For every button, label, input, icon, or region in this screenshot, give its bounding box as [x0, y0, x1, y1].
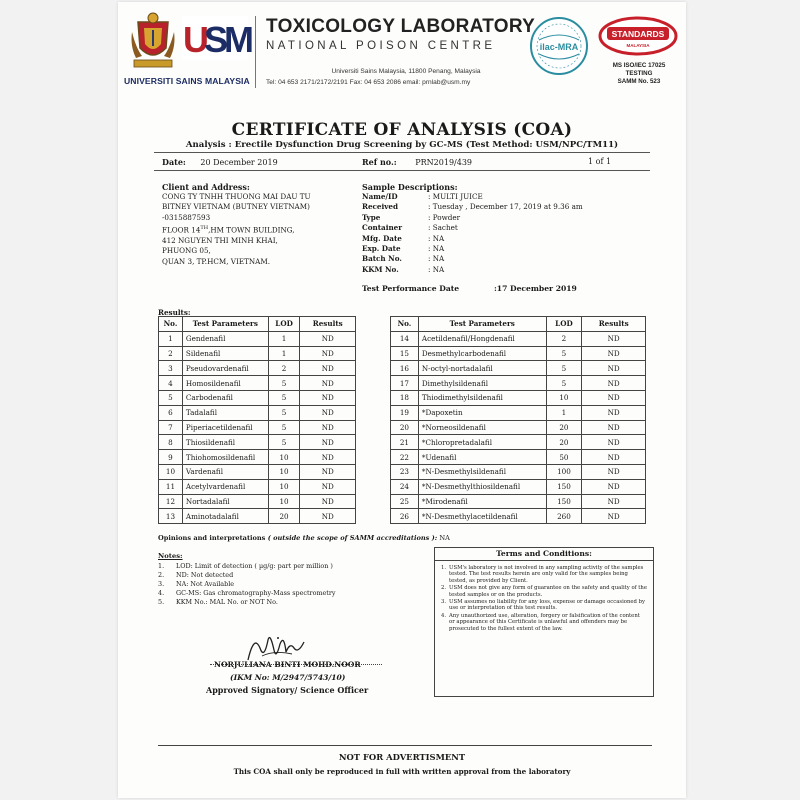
note-number: 1. — [158, 562, 165, 570]
cell-parameter: Gendenafil — [182, 331, 268, 346]
cell-parameter: Thiodimethylsildenafil — [418, 390, 546, 405]
table-header-row — [391, 317, 646, 332]
cell-lod: 10 — [268, 479, 300, 494]
table-row — [391, 494, 646, 509]
note-number: 3. — [158, 580, 165, 588]
sample-value: : NA — [428, 233, 445, 243]
sample-row — [362, 213, 583, 223]
cell-no: 16 — [391, 361, 419, 376]
sample-row — [362, 192, 583, 202]
cell-result: ND — [300, 464, 356, 479]
cell-lod: 10 — [268, 464, 300, 479]
client-line: 412 NGUYEN THI MINH KHAI, — [162, 236, 278, 246]
table-row — [159, 450, 356, 465]
client-line: BITNEY VIETNAM (BUTNEY VIETNAM) — [162, 202, 310, 212]
cell-lod: 150 — [546, 479, 582, 494]
cell-result: ND — [582, 331, 646, 346]
term-text: Any unauthorized use, alteration, forgery or falsification of the content or appearance of this Certificate is unlawful and offenders may be prosecuted to the fullest extent of the law. — [449, 612, 640, 632]
cell-lod: 1 — [268, 346, 300, 361]
certificate-page — [118, 2, 686, 798]
cell-no: 3 — [159, 361, 183, 376]
cell-result: ND — [582, 346, 646, 361]
opinions-line — [158, 534, 450, 542]
cell-result: ND — [582, 509, 646, 524]
cell-result: ND — [300, 361, 356, 376]
table-row — [391, 479, 646, 494]
note-number: 4. — [158, 589, 165, 597]
cell-parameter: *N-Desmethylacetildenafil — [418, 509, 546, 524]
results-table-left — [158, 316, 356, 524]
cell-parameter: Pseudovardenafil — [182, 361, 268, 376]
cell-parameter: Nortadalafil — [182, 494, 268, 509]
accreditation-block — [594, 62, 684, 86]
ref-field — [362, 157, 472, 167]
cell-no: 1 — [159, 331, 183, 346]
address-line-2: Tel: 04 653 2171/2172/2191 Fax: 04 653 2086 email: prnlab@usm.my — [266, 79, 471, 86]
cell-result: ND — [582, 464, 646, 479]
cell-no: 26 — [391, 509, 419, 524]
cell-lod: 1 — [546, 405, 582, 420]
ms-samm-line: SAMM No. 523 — [617, 78, 661, 85]
title-rule — [154, 152, 650, 153]
signatory-ikm: (IKM No: M/2947/5743/10) — [230, 673, 346, 682]
cell-lod: 150 — [546, 494, 582, 509]
client-line: CONG TY TNHH THUONG MAI DAU TU — [162, 192, 311, 201]
column-header: Test Parameters — [418, 317, 546, 332]
signatory-name: NORJULIANA BINTI MOHD.NOOR — [214, 660, 361, 669]
term-text: USM assumes no liability for any loss, expense or damage occasioned by use or interpretation of this test results. — [449, 599, 645, 612]
sample-row — [362, 223, 583, 233]
table-header-row — [159, 317, 356, 332]
cell-no: 6 — [159, 405, 183, 420]
term-item — [441, 565, 647, 584]
footer-rule — [158, 745, 652, 746]
test-performance-date — [362, 284, 577, 293]
cell-lod: 20 — [546, 420, 582, 435]
column-header: Results — [300, 317, 356, 332]
cell-result: ND — [300, 331, 356, 346]
date-label: Date: — [162, 157, 186, 167]
cell-result: ND — [582, 435, 646, 450]
cell-parameter: *Mirodenafil — [418, 494, 546, 509]
ref-value: PRN2019/439 — [415, 158, 472, 167]
sample-descriptions — [362, 192, 583, 275]
column-header: LOD — [546, 317, 582, 332]
svg-text:ilac-MRA: ilac-MRA — [539, 42, 579, 52]
cell-no: 4 — [159, 376, 183, 391]
table-row — [391, 390, 646, 405]
ilac-mra-logo — [529, 16, 589, 76]
cell-lod: 5 — [268, 435, 300, 450]
table-row — [159, 376, 356, 391]
table-row — [159, 390, 356, 405]
term-number: 1. — [441, 565, 447, 571]
sample-key: Exp. Date — [362, 244, 401, 254]
usm-crest-logo — [130, 12, 176, 70]
cell-lod: 100 — [546, 464, 582, 479]
column-header: No. — [391, 317, 419, 332]
svg-text:M: M — [224, 19, 252, 60]
sample-value: : MULTI JUICE — [428, 192, 483, 201]
sample-value: : NA — [428, 254, 445, 264]
note-text: NA: Not Available — [176, 580, 235, 588]
term-number: 4. — [441, 612, 447, 619]
term-number: 2. — [441, 585, 447, 592]
client-address — [162, 192, 311, 267]
address-line-1: Universiti Sains Malaysia, 11800 Penang, Malaysia — [331, 68, 481, 75]
column-header: No. — [159, 317, 183, 332]
sample-key: Container — [362, 223, 403, 233]
cell-lod: 1 — [268, 331, 300, 346]
ref-label: Ref no.: — [362, 157, 397, 167]
table-row — [159, 331, 356, 346]
cell-parameter: Thiohomosildenafil — [182, 450, 268, 465]
cell-parameter: Sildenafil — [182, 346, 268, 361]
cell-lod: 5 — [268, 420, 300, 435]
cell-no: 24 — [391, 479, 419, 494]
standards-malaysia-logo — [597, 14, 679, 58]
sample-value: : Powder — [428, 212, 461, 222]
header-divider — [255, 16, 256, 88]
cell-no: 5 — [159, 390, 183, 405]
table-row — [159, 435, 356, 450]
sample-value: : NA — [428, 244, 445, 254]
cell-no: 25 — [391, 494, 419, 509]
cell-result: ND — [300, 376, 356, 391]
date-field — [162, 157, 278, 167]
term-item — [441, 585, 647, 598]
sample-value: : Sachet — [428, 223, 458, 233]
ms-testing-line: TESTING — [625, 70, 653, 77]
cell-parameter: *N-Desmethylsildenafil — [418, 464, 546, 479]
analysis-line: Analysis : Erectile Dysfunction Drug Screening by GC-MS (Test Method: USM/NPC/TM11) — [185, 140, 619, 150]
cell-lod: 5 — [546, 361, 582, 376]
cell-lod: 260 — [546, 509, 582, 524]
cell-result: ND — [582, 376, 646, 391]
cell-lod: 2 — [268, 361, 300, 376]
client-line: QUAN 3, TP.HCM, VIETNAM. — [162, 256, 270, 266]
cell-parameter: Aminotadalafil — [182, 509, 268, 524]
cell-parameter: Acetylvardenafil — [182, 479, 268, 494]
standards-sub-text: MALAYSIA — [626, 43, 650, 48]
cell-no: 9 — [159, 450, 183, 465]
note-item — [158, 598, 336, 607]
sample-row — [362, 202, 583, 212]
cell-result: ND — [300, 420, 356, 435]
cell-no: 19 — [391, 405, 419, 420]
opinions-label: Opinions and interpretations — [158, 534, 266, 542]
perf-label: Test Performance Date — [362, 284, 460, 293]
lab-title: TOXICOLOGY LABORATORY — [266, 16, 536, 37]
term-text: USM does not give any form of guarantee on the safety and quality of the tested samples or on the products. — [449, 585, 647, 598]
cell-no: 7 — [159, 420, 183, 435]
cell-result: ND — [582, 479, 646, 494]
table-row — [159, 494, 356, 509]
cell-result: ND — [582, 361, 646, 376]
cell-parameter: Acetildenafil/Hongdenafil — [418, 331, 546, 346]
column-header: LOD — [268, 317, 300, 332]
note-text: GC-MS: Gas chromatography-Mass spectrometry — [176, 589, 336, 597]
cell-result: ND — [300, 479, 356, 494]
cell-lod: 5 — [268, 405, 300, 420]
cell-lod: 20 — [268, 509, 300, 524]
table-row — [159, 464, 356, 479]
cell-parameter: N-octyl-nortadalafil — [418, 361, 546, 376]
perf-value: :17 December 2019 — [494, 284, 577, 293]
note-item — [158, 580, 336, 589]
table-row — [159, 509, 356, 524]
cell-result: ND — [582, 420, 646, 435]
client-floor: FLOOR 14 — [162, 225, 201, 235]
client-line: -0315887593 — [162, 212, 211, 222]
svg-text:U: U — [183, 19, 207, 60]
cell-no: 22 — [391, 450, 419, 465]
client-building: ,HM TOWN BUILDING, — [208, 225, 295, 235]
terms-heading: Terms and Conditions: — [435, 548, 653, 561]
table-row — [391, 435, 646, 450]
table-row — [391, 405, 646, 420]
table-row — [159, 346, 356, 361]
cell-lod: 20 — [546, 435, 582, 450]
table-row — [159, 420, 356, 435]
opinions-scope: ( outside the scope of SAMM accreditations ): — [265, 534, 438, 542]
cell-no: 23 — [391, 464, 419, 479]
column-header: Test Parameters — [182, 317, 268, 332]
sample-key: Batch No. — [362, 254, 402, 264]
sample-row — [362, 234, 583, 244]
cell-result: ND — [300, 390, 356, 405]
term-number: 3. — [441, 599, 447, 606]
table-row — [391, 346, 646, 361]
table-row — [391, 450, 646, 465]
cell-result: ND — [582, 390, 646, 405]
cell-parameter: *Dapoxetin — [418, 405, 546, 420]
cell-parameter: Homosildenafil — [182, 376, 268, 391]
cell-parameter: *Chloropretadalafil — [418, 435, 546, 450]
cell-parameter: Piperiacetildenafil — [182, 420, 268, 435]
term-text: USM's laboratory is not involved in any sampling activity of the samples tested. The test results herein are only valid for the samples being tested, as provided by Client. — [449, 565, 644, 584]
sample-key: Type — [362, 212, 381, 222]
cell-parameter: *Norneosildenafil — [418, 420, 546, 435]
svg-text:S: S — [204, 19, 227, 60]
cell-parameter: *N-Desmethylthiosildenafil — [418, 479, 546, 494]
footer-reproduction-note: This COA shall only be reproduced in full with written approval from the laboratory — [233, 767, 571, 776]
cell-result: ND — [582, 494, 646, 509]
terms-box — [434, 547, 654, 697]
cell-parameter: Thiosildenafil — [182, 435, 268, 450]
table-row — [159, 361, 356, 376]
cell-lod: 10 — [268, 450, 300, 465]
note-item — [158, 562, 336, 571]
cell-result: ND — [300, 509, 356, 524]
footer-notice: NOT FOR ADVERTISMENT — [338, 752, 466, 762]
sample-key: Name/ID — [362, 192, 398, 201]
cell-no: 15 — [391, 346, 419, 361]
cell-lod: 10 — [268, 494, 300, 509]
cell-no: 17 — [391, 376, 419, 391]
sample-key: Received — [362, 202, 399, 212]
note-item — [158, 589, 336, 598]
certificate-title: CERTIFICATE OF ANALYSIS (COA) — [231, 120, 573, 140]
note-item — [158, 571, 336, 580]
cell-parameter: *Udenafil — [418, 450, 546, 465]
date-value: 20 December 2019 — [200, 158, 278, 167]
cell-no: 2 — [159, 346, 183, 361]
client-line — [162, 223, 311, 236]
page-number: 1 of 1 — [588, 157, 612, 166]
sample-key: KKM No. — [362, 264, 399, 274]
cell-result: ND — [300, 450, 356, 465]
cell-no: 21 — [391, 435, 419, 450]
note-number: 2. — [158, 571, 165, 579]
table-row — [391, 331, 646, 346]
cell-result: ND — [582, 405, 646, 420]
opinions-value: NA — [437, 534, 450, 542]
term-item — [441, 599, 647, 612]
cell-lod: 5 — [268, 376, 300, 391]
client-line: PHUONG 05, — [162, 246, 211, 256]
terms-list — [435, 561, 653, 632]
results-heading: Results: — [158, 308, 191, 317]
cell-parameter: Desmethylcarbodenafil — [418, 346, 546, 361]
cell-result: ND — [300, 435, 356, 450]
cell-parameter: Vardenafil — [182, 464, 268, 479]
cell-no: 20 — [391, 420, 419, 435]
table-row — [391, 420, 646, 435]
table-row — [391, 509, 646, 524]
cell-result: ND — [300, 346, 356, 361]
sample-row — [362, 244, 583, 254]
notes-heading: Notes: — [158, 552, 183, 560]
table-row — [391, 464, 646, 479]
cell-lod: 50 — [546, 450, 582, 465]
note-text: KKM No.: MAL No. or NOT No. — [176, 598, 278, 606]
signatory-role: Approved Signatory/ Science Officer — [206, 685, 369, 695]
table-row — [391, 376, 646, 391]
cell-result: ND — [300, 405, 356, 420]
cell-no: 18 — [391, 390, 419, 405]
cell-no: 14 — [391, 331, 419, 346]
results-table-right — [390, 316, 646, 524]
cell-lod: 5 — [268, 390, 300, 405]
ms-iso-line: MS ISO/IEC 17025 — [612, 62, 666, 69]
note-text: LOD: Limit of detection ( µg/g: part per million ) — [176, 562, 333, 570]
cell-parameter: Tadalafil — [182, 405, 268, 420]
table-row — [159, 479, 356, 494]
column-header: Results — [582, 317, 646, 332]
usm-logo — [182, 16, 252, 60]
sample-value: : NA — [428, 264, 445, 274]
meta-rule — [154, 170, 650, 171]
sample-value: : Tuesday , December 17, 2019 at 9.36 am — [428, 202, 583, 212]
standards-text: STANDARDS — [611, 29, 665, 39]
cell-no: 11 — [159, 479, 183, 494]
cell-lod: 10 — [546, 390, 582, 405]
cell-no: 12 — [159, 494, 183, 509]
cell-no: 10 — [159, 464, 183, 479]
cell-result: ND — [582, 450, 646, 465]
cell-lod: 5 — [546, 346, 582, 361]
sample-row — [362, 265, 583, 275]
cell-lod: 5 — [546, 376, 582, 391]
client-heading: Client and Address: — [162, 182, 250, 192]
university-name: UNIVERSITI SAINS MALAYSIA — [124, 76, 250, 86]
notes-list — [158, 562, 336, 607]
client-floor-suffix: TH — [200, 225, 209, 232]
note-number: 5. — [158, 598, 165, 606]
sample-heading: Sample Descriptions: — [362, 182, 458, 192]
cell-no: 8 — [159, 435, 183, 450]
term-item — [441, 613, 647, 632]
table-row — [391, 361, 646, 376]
note-text: ND: Not detected — [176, 571, 234, 579]
cell-result: ND — [300, 494, 356, 509]
cell-parameter: Carbodenafil — [182, 390, 268, 405]
lab-subtitle: NATIONAL POISON CENTRE — [266, 40, 496, 52]
cell-parameter: Dimethylsildenafil — [418, 376, 546, 391]
sample-row — [362, 254, 583, 264]
sample-key: Mfg. Date — [362, 233, 402, 243]
cell-no: 13 — [159, 509, 183, 524]
cell-lod: 2 — [546, 331, 582, 346]
table-row — [159, 405, 356, 420]
